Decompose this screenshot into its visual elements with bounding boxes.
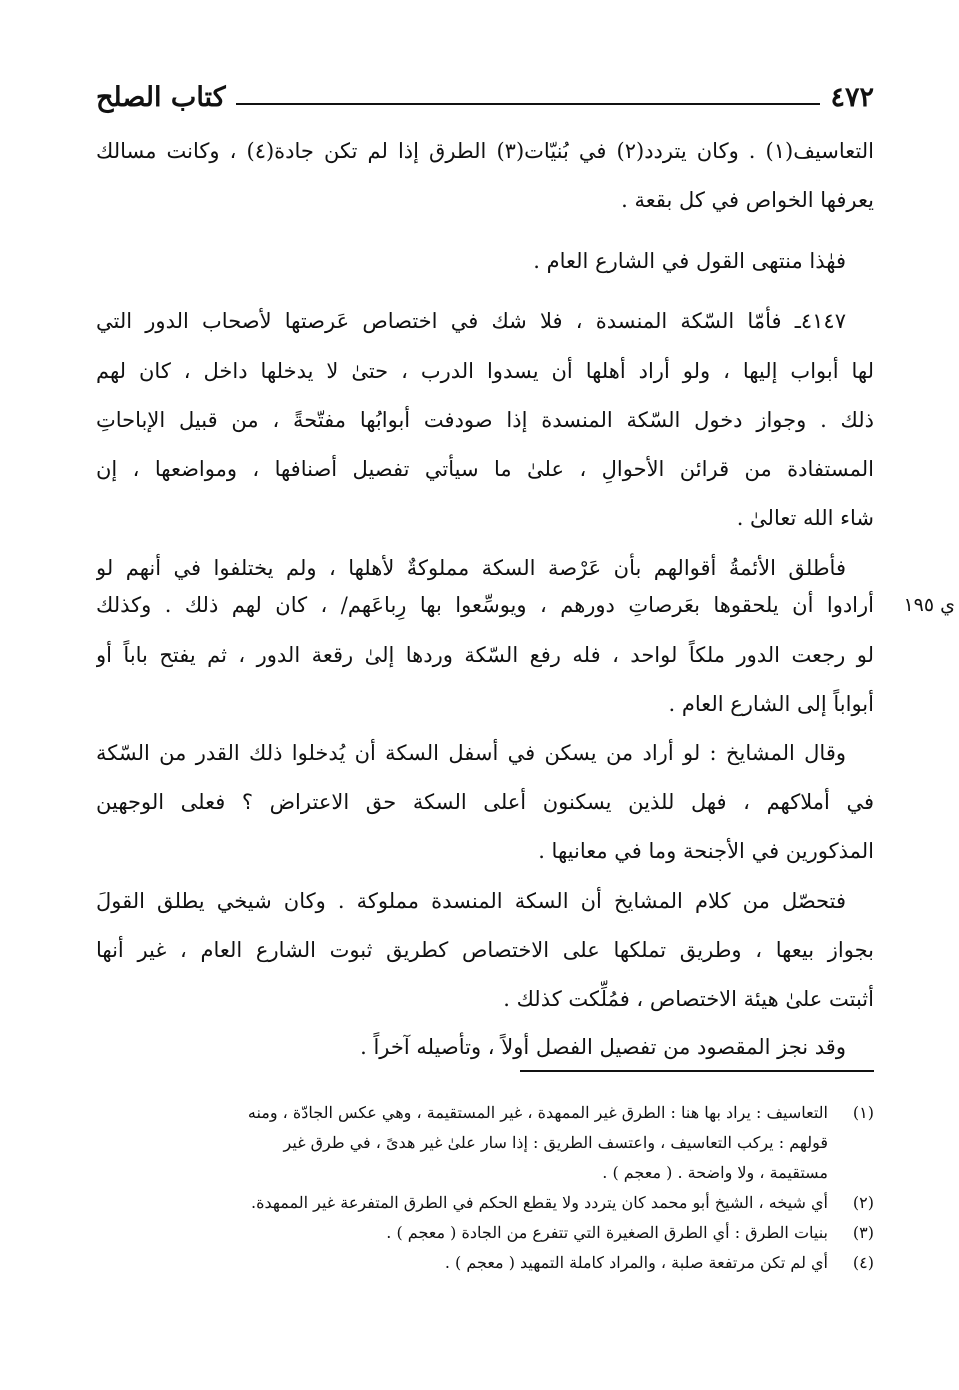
page-header [96, 80, 874, 114]
text-line: لها أبواب إليها ، ولو أراد أهلها أن يسدوا الدرب ، حتىٰ لا يدخلها داخل ، كان لهم [96, 359, 874, 383]
footnote-continuation: مستقيمة ، ولا واضحة . ( معجم ) . [602, 1163, 828, 1182]
text-line: وقد نجز المقصود من تفصيل الفصل أولاً ، وتأصيله آخراً . [360, 1035, 846, 1059]
footnote-separator [520, 1070, 874, 1072]
text-line: التعاسيف(١) . وكان يتردد(٢) في بُنيّات(٣) الطرق إذا لم تكن جادة(٤) ، وكانت مسالك [96, 139, 874, 163]
text-line: ٤١٤٧ـ فأمّا السّكة المنسدة ، فلا شك في اختصاص عَرصتها لأصحاب الدور التي [96, 309, 846, 333]
footnote-text: أي شيخه ، الشيخ أبو محمد كان يتردد ولا يقطع الحكم في الطرق المتفرعة غير الممهدة. [251, 1193, 828, 1212]
text-line: ذلك . وجواز دخول السّكة المنسدة إذا صودفت أبوابُها مفتّحةً ، من قبيل الإباحاتِ [96, 408, 874, 432]
text-line: فهٰذا منتهى القول في الشارع العام . [533, 249, 846, 273]
text-line: المذكورين في الأجنحة وما في معانيها . [538, 839, 874, 863]
footnote [96, 1098, 874, 1128]
footnote [96, 1218, 874, 1248]
margin-manuscript-ref: ي ١٩٥ [903, 594, 955, 616]
footnote-number: (١) [852, 1103, 874, 1122]
text-line: فأطلق الأئمةُ أقوالهم بأن عَرْصة السكة مملوكةٌ لأهلها ، ولم يختلفوا في أنهم لو [96, 556, 846, 580]
page-number: ٤٧٢ [830, 81, 874, 113]
text-line: فتحصّل من كلام المشايخ أن السكة المنسدة مملوكة . وكان شيخي يطلق القولَ [96, 889, 846, 913]
text-line: يعرفها الخواص في كل بقعة . [621, 188, 874, 212]
text-line: بجواز بيعها ، وطريق تملكها على الاختصاص كطريق ثبوت الشارع العام ، غير أنها [96, 938, 874, 962]
footnote-text: التعاسيف : يراد بها هنا : الطرق غير الممهدة ، غير المستقيمة ، وهي عكس الجادّة ، ومنه [247, 1103, 828, 1122]
footnote-text: أي لم تكن مرتفعة صلبة ، والمراد كاملة التمهيد ( معجم ) . [444, 1253, 828, 1272]
text-line: في أملاكهم ، فهل للذين يسكنون أعلى السكة حق الاعتراض ؟ فعلى الوجهين [96, 790, 874, 814]
text-line: أبواباً إلى الشارع العام . [668, 692, 874, 716]
chapter-title: كتاب الصلح [96, 81, 226, 113]
footnote-continuation: قولهم : يركب التعاسيف ، واعتسف الطريق : إذا سار علىٰ غير هدىً ، في طرق غير [283, 1133, 828, 1152]
text-line: وقال المشايخ : لو أراد من يسكن في أسفل السكة أن يُدخلوا ذلك القدر من السّكة [96, 741, 846, 765]
footnote-number: (٤) [852, 1253, 874, 1272]
text-line: أرادوا أن يلحقوها بعَرصاتِ دورهم ، ويوسِّعوا بها رِباعَهم/ ، كان لهم ذلك . وكذلك [96, 593, 874, 617]
footnote [96, 1248, 874, 1278]
footnote-number: (٢) [852, 1193, 874, 1212]
header-rule [236, 103, 821, 105]
text-line: المستفادة من قرائن الأحوالِ ، علىٰ ما سيأتي تفصيل أصنافها ، ومواضعها ، إن [96, 457, 874, 481]
text-line: أثبتت علىٰ هيئة الاختصاص ، فمُلِّكت كذلك . [503, 987, 874, 1011]
footnote [96, 1188, 874, 1218]
text-line: شاء الله تعالىٰ . [736, 506, 874, 530]
text-line: لو رجعت الدور ملكاً لواحد ، فله رفع السّكة وردها إلىٰ رقعة الدور ، ثم يفتح باباً أو [96, 643, 874, 667]
footnote-number: (٣) [852, 1223, 874, 1242]
footnote-text: بنيات الطرق : أي الطرق الصغيرة التي تتفرع من الجادة ( معجم ) . [386, 1223, 828, 1242]
